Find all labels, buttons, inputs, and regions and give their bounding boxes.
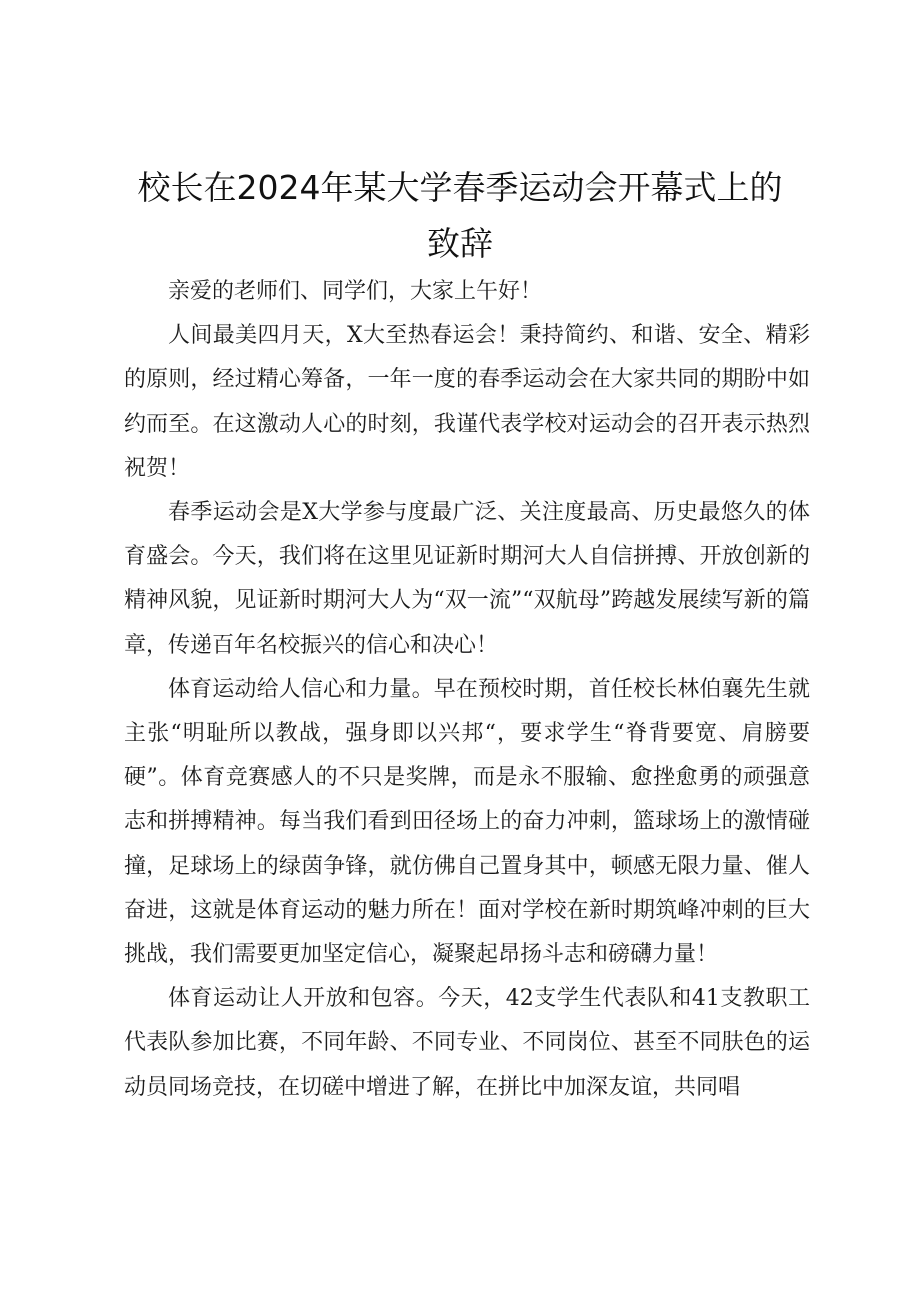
document-title — [110, 160, 810, 272]
paragraph-significance: 春季运动会是X大学参与度最广泛、关注度最高、历史最悠久的体育盛会。今天，我们将在这里见证新时期河大人自信拼搏、开放创新的精神风貌，见证新时期河大人为“双一流”“双航母”跨越发展续写新的篇章，传递百年名校振兴的信心和决心！ — [124, 500, 810, 658]
paragraph-confidence-strength: 体育运动给人信心和力量。早在预校时期，首任校长林伯襄先生就主张“明耻所以教战，强身即以兴邦“，要求学生“脊背要宽、肩膀要硬”。体育竞赛感人的不只是奖牌，而是永不服输、愈挫愈勇的顽强意志和拼搏精神。每当我们看到田径场上的奋力冲刺，篮球场上的激情碰撞，足球场上的绿茵争锋，就仿佛自己置身其中，顿感无限力量、催人奋进，这就是体育运动的魅力所在！面对学校在新时期筑峰冲刺的巨大挑战，我们需要更加坚定信心，凝聚起昂扬斗志和磅礴力量！ — [124, 676, 810, 968]
paragraph-opening: 人间最美四月天，X大至热春运会！秉持简约、和谐、安全、精彩的原则，经过精心筹备，一年一度的春季运动会在大家共同的期盼中如约而至。在这激动人心的时刻，我谨代表学校对运动会的召开表示热烈祝贺！ — [124, 323, 810, 481]
speech-body — [124, 270, 810, 1110]
title-line-2: 致辞 — [427, 224, 493, 263]
title-line-1: 校长在2024年某大学春季运动会开幕式上的 — [137, 168, 783, 207]
paragraph-greeting: 亲爱的老师们、同学们，大家上午好！ — [168, 279, 543, 304]
paragraph-openness-inclusion: 体育运动让人开放和包容。今天，42支学生代表队和41支教职工代表队参加比赛，不同年龄、不同专业、不同岗位、甚至不同肤色的运动员同场竞技，在切磋中增进了解，在拼比中加深友谊，共同唱 — [124, 986, 810, 1100]
